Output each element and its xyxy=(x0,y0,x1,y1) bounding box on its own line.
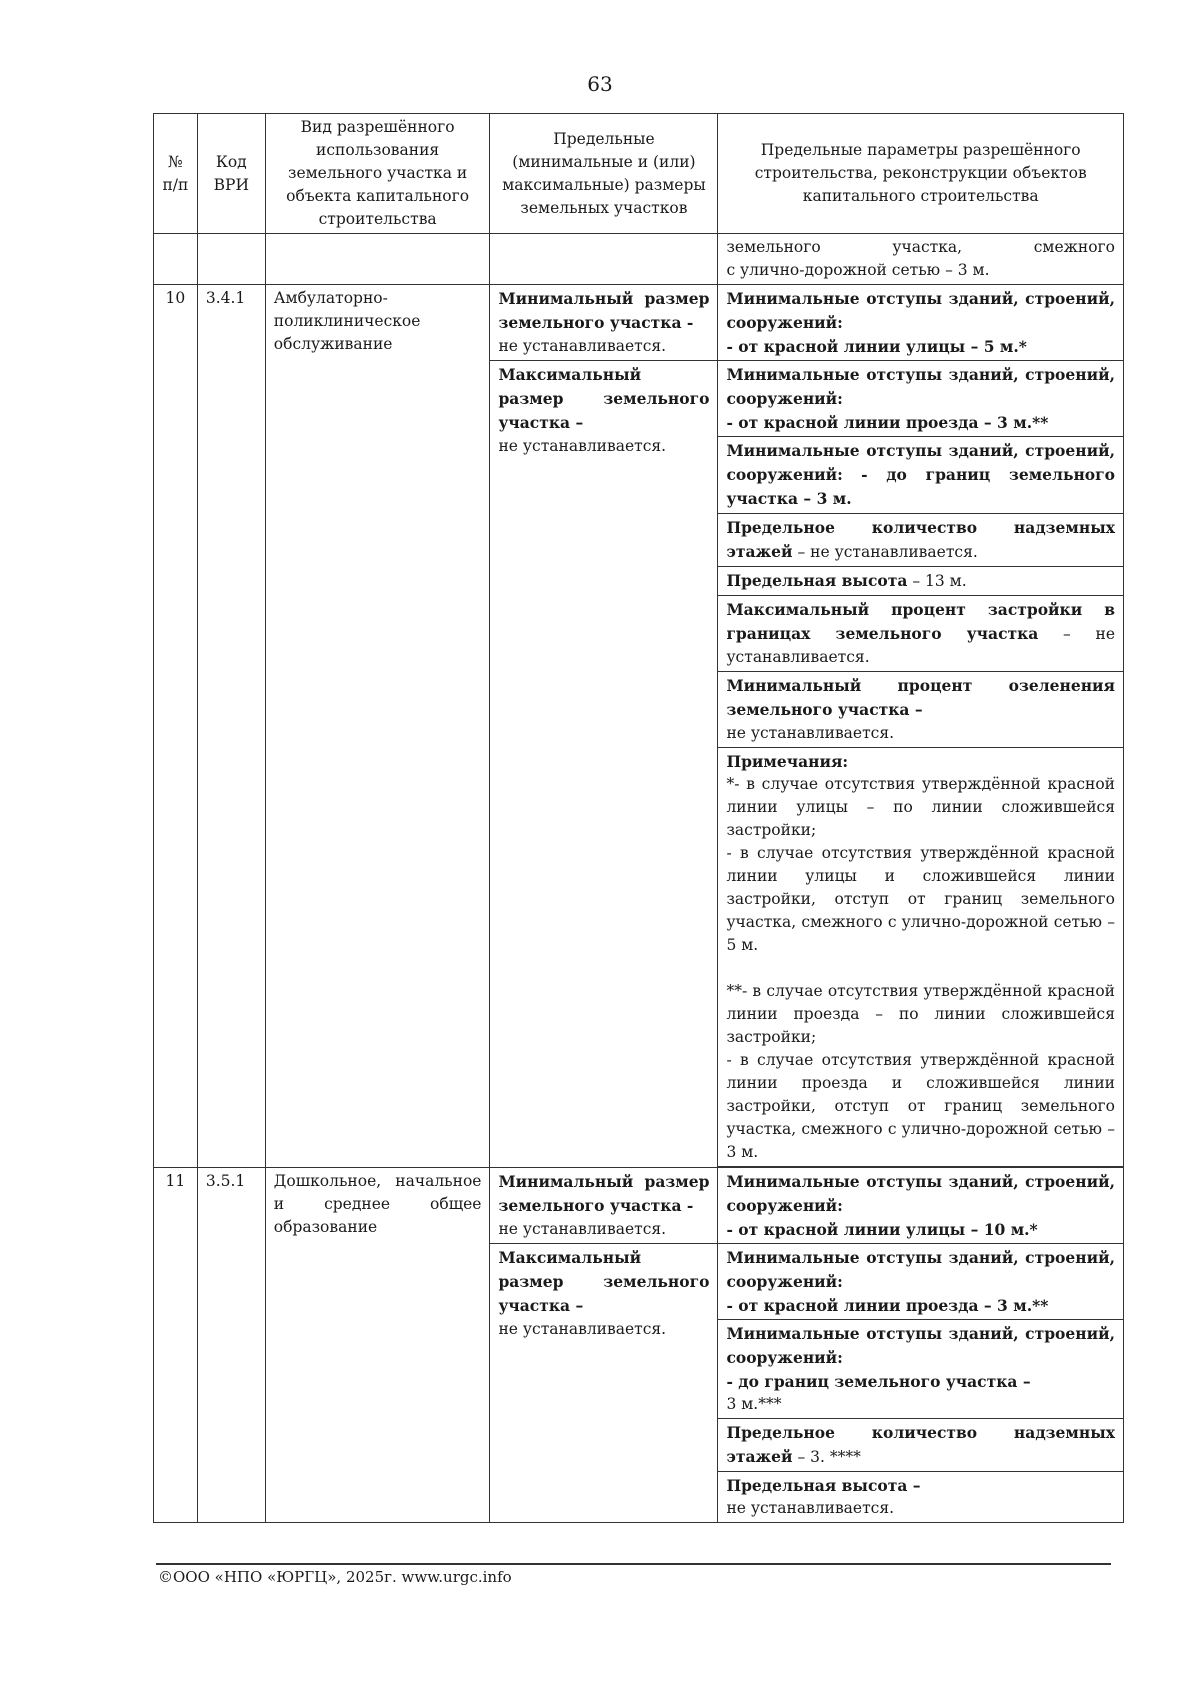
header-use-type: Вид разрешённого использования земельного участка и объекта капитального строительства xyxy=(265,114,490,234)
continued-cell xyxy=(718,234,1124,285)
header-plot-size: Предельные (минимальные и (или) максимальные) размеры земельных участков xyxy=(490,114,718,234)
row-code: 3.5.1 xyxy=(197,1168,265,1523)
header-parameters: Предельные параметры разрешённого строительства, реконструкции объектов капитального строительства xyxy=(718,114,1124,234)
table-row xyxy=(154,285,1124,361)
row-code: 3.4.1 xyxy=(197,285,265,1168)
param-cell: Минимальные отступы зданий, строений, сооружений: - от красной линии улицы – 10 м.* xyxy=(718,1168,1124,1244)
row-number: 11 xyxy=(154,1168,198,1523)
table-row xyxy=(154,1168,1124,1244)
param-cell: Минимальные отступы зданий, строений, сооружений: - от красной линии проезда – 3 м.** xyxy=(718,361,1124,437)
header-code: Код ВРИ xyxy=(197,114,265,234)
note: *- в случае отсутствия утверждённой красной линии улицы – по линии сложившейся застройки; xyxy=(726,775,1115,839)
param-cell: Минимальные отступы зданий, строений, сооружений: - до границ земельного участка – 3 м.*** xyxy=(718,1320,1124,1419)
footer-copyright: ©ООО «НПО «ЮРГЦ», 2025г. www.urgc.info xyxy=(158,1568,512,1586)
param-cell: Предельное количество надземных этажей – не устанавливается. xyxy=(718,514,1124,567)
param-cell: Минимальные отступы зданий, строений, сооружений: - от красной линии проезда – 3 м.** xyxy=(718,1244,1124,1320)
continued-line: земельного участка, смежного xyxy=(726,238,1115,256)
max-size-cell: Максимальный размер земельного участка – не устанавливается. xyxy=(490,1244,718,1523)
param-cell: Минимальные отступы зданий, строений, сооружений: - до границ земельного участка – 3 м. xyxy=(718,437,1124,514)
row-use-name: Дошкольное, начальное и среднее общее образование xyxy=(265,1168,490,1523)
note: - в случае отсутствия утверждённой красной линии улицы и сложившейся линии застройки, отступ от границ земельного участка, смежного с улично-дорожной сетью – 5 м. xyxy=(726,844,1115,954)
param-cell: Минимальный процент озеленения земельного участка – не устанавливается. xyxy=(718,672,1124,748)
max-size-cell: Максимальный размер земельного участка – не устанавливается. xyxy=(490,361,718,1168)
row-use-name: Амбулаторно-поликлиническое обслуживание xyxy=(265,285,490,1168)
notes-title: Примечания: xyxy=(726,752,849,771)
page-number: 63 xyxy=(587,72,613,96)
param-cell: Предельная высота – не устанавливается. xyxy=(718,1472,1124,1523)
min-size-cell: Минимальный размер земельного участка - не устанавливается. xyxy=(490,1168,718,1244)
note: **- в случае отсутствия утверждённой красной линии проезда – по линии сложившейся застройки; xyxy=(726,982,1115,1046)
param-cell: Предельная высота – 13 м. xyxy=(718,567,1124,596)
footer-divider xyxy=(156,1563,1111,1565)
note: - в случае отсутствия утверждённой красной линии проезда и сложившейся линии застройки, отступ от границ земельного участка, смежного с улично-дорожной сетью – 3 м. xyxy=(726,1051,1115,1161)
table-row xyxy=(154,234,1124,285)
param-cell: Максимальный процент застройки в границах земельного участка – не устанавливается. xyxy=(718,596,1124,672)
regulations-table xyxy=(153,113,1124,1523)
min-size-cell: Минимальный размер земельного участка - не устанавливается. xyxy=(490,285,718,361)
row-number: 10 xyxy=(154,285,198,1168)
header-number: № п/п xyxy=(154,114,198,234)
table-header-row xyxy=(154,114,1124,234)
param-cell: Минимальные отступы зданий, строений, сооружений: - от красной линии улицы – 5 м.* xyxy=(718,285,1124,361)
notes-cell xyxy=(718,748,1124,1167)
param-cell: Предельное количество надземных этажей – 3. **** xyxy=(718,1419,1124,1472)
continued-line: с улично-дорожной сетью – 3 м. xyxy=(726,261,990,279)
